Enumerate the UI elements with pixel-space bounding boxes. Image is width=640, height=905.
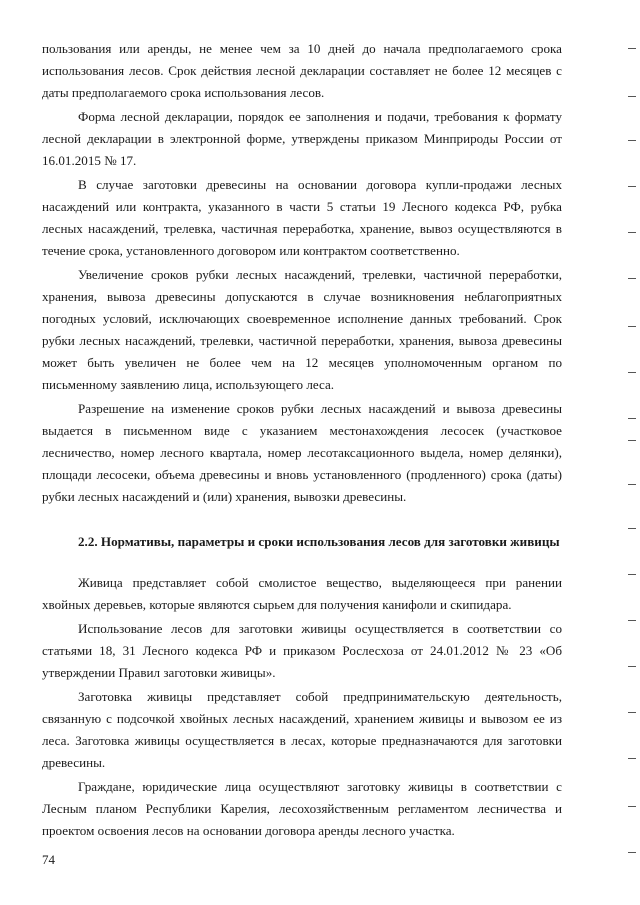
margin-mark — [628, 712, 636, 713]
margin-mark — [628, 232, 636, 233]
margin-mark — [628, 48, 636, 49]
margin-mark — [628, 418, 636, 419]
paragraph-7: Использование лесов для заготовки живицы осуществляется в соответствии со статьями 18, 31 Лесного кодекса РФ и приказом Рослесхоза от 24.01.2012 № 23 «Об утверждении Правил заготовки живицы». — [42, 621, 562, 680]
margin-mark — [628, 852, 636, 853]
margin-mark — [628, 140, 636, 141]
scan-margin-marks — [620, 0, 640, 905]
paragraph-4: Увеличение сроков рубки лесных насаждений, трелевки, частичной переработки, хранения, вывоза древесины допускаются в случае возникновения неблагоприятных погодных условий, исключающих своевременное исполнение данных требований. Срок рубки лесных насаждений, трелевки, частичной переработки, хранения, вывоза древесины может быть увеличен не более чем на 12 месяцев уполномоченным органом по письменному заявлению лица, использующего леса. — [42, 267, 562, 392]
document-page — [42, 38, 562, 842]
margin-mark — [628, 372, 636, 373]
margin-mark — [628, 574, 636, 575]
margin-mark — [628, 806, 636, 807]
section-heading: 2.2. Нормативы, параметры и сроки использования лесов для заготовки живицы — [78, 534, 560, 549]
margin-mark — [628, 666, 636, 667]
margin-mark — [628, 440, 636, 441]
margin-mark — [628, 278, 636, 279]
margin-mark — [628, 326, 636, 327]
paragraph-2: Форма лесной декларации, порядок ее заполнения и подачи, требования к формату лесной декларации в электронной форме, утверждены приказом Минприроды России от 16.01.2015 № 17. — [42, 109, 562, 168]
margin-mark — [628, 620, 636, 621]
paragraph-9: Граждане, юридические лица осуществляют заготовку живицы в соответствии с Лесным планом Республики Карелия, лесохозяйственным регламентом лесничества и проектом освоения лесов на основании договора аренды лесного участка. — [42, 779, 562, 838]
margin-mark — [628, 758, 636, 759]
paragraph-6: Живица представляет собой смолистое вещество, выделяющееся при ранении хвойных деревьев, которые являются сырьем для получения канифоли и скипидара. — [42, 575, 562, 612]
paragraph-1: пользования или аренды, не менее чем за 10 дней до начала предполагаемого срока использования лесов. Срок действия лесной декларации составляет не более 12 месяцев с даты предполагаемого срока использования лесов. — [42, 41, 562, 100]
paragraph-5: Разрешение на изменение сроков рубки лесных насаждений и вывоза древесины выдается в письменном виде с указанием местонахождения лесосек (участковое лесничество, номер лесного квартала, номер лесотаксационного выдела, номер делянки), площади лесосеки, объема древесины и вновь установленного (продленного) срока (даты) рубки лесных насаждений и (или) хранения, вывозки древесины. — [42, 401, 562, 504]
margin-mark — [628, 484, 636, 485]
paragraph-3: В случае заготовки древесины на основании договора купли-продажи лесных насаждений или контракта, указанного в части 5 статьи 19 Лесного кодекса РФ, рубка лесных насаждений, трелевка, частичная переработка, хранение, вывоз осуществляются в течение срока, установленного договором или контрактом соответственно. — [42, 177, 562, 258]
paragraph-8: Заготовка живицы представляет собой предпринимательскую деятельность, связанную с подсочкой хвойных лесных насаждений, хранением живицы и вывозом ее из леса. Заготовка живицы осуществляется в лесах, которые предназначаются для заготовки древесины. — [42, 689, 562, 770]
margin-mark — [628, 96, 636, 97]
page-number: 74 — [42, 852, 55, 867]
margin-mark — [628, 186, 636, 187]
margin-mark — [628, 528, 636, 529]
